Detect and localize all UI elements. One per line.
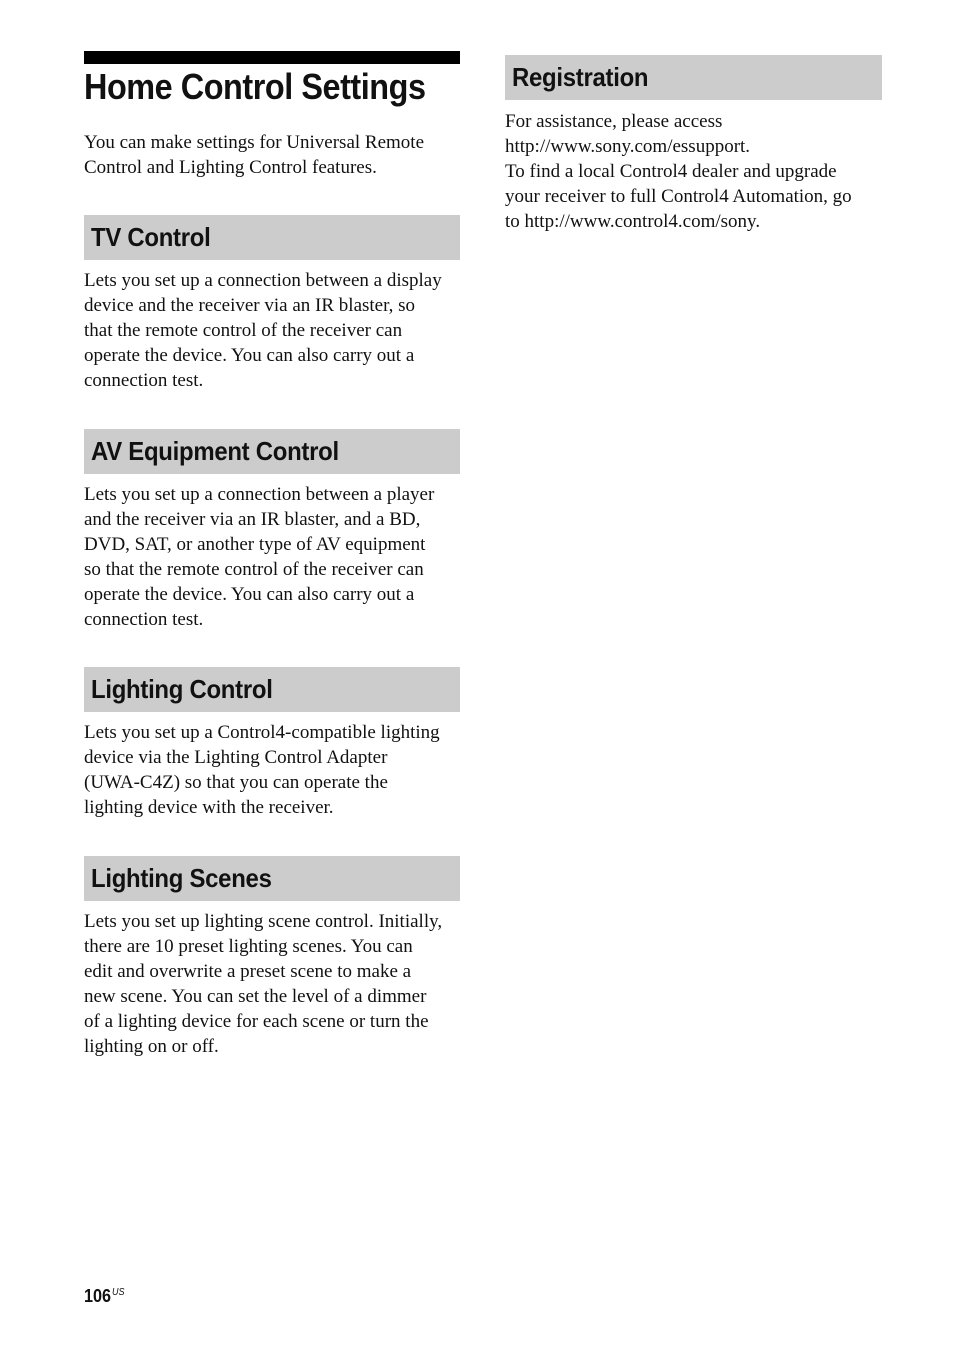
- section-heading-av-equipment-control: [84, 429, 460, 474]
- title-rule: [84, 51, 460, 64]
- section-body-lighting-scenes: [84, 909, 460, 1059]
- section-heading-tv-control: [84, 215, 460, 260]
- intro-paragraph: [84, 130, 460, 180]
- page-number: [84, 1282, 124, 1307]
- section-heading-registration-label: Registration: [512, 62, 649, 92]
- intro-text: You can make settings for Universal Remote Control and Lighting Control features.: [84, 132, 425, 178]
- page-number-suffix: US: [111, 1287, 125, 1298]
- page-title: Home Control Settings: [84, 66, 426, 107]
- section-body-lighting-control: [84, 720, 460, 820]
- av-equipment-control-text: Lets you set up a connection between a player and the receiver via an IR blaster, and a BD, DVD, SAT, or another type of AV equipment so that the remote control of the receiver can operate the device. You can also carry out a connection test.: [84, 484, 435, 630]
- section-heading-lighting-scenes-label: Lighting Scenes: [91, 863, 272, 893]
- section-heading-lighting-control-label: Lighting Control: [91, 674, 273, 704]
- section-body-av-equipment-control: [84, 482, 460, 632]
- section-heading-av-equipment-control-label: AV Equipment Control: [91, 436, 339, 466]
- section-heading-lighting-control: [84, 667, 460, 712]
- section-heading-tv-control-label: TV Control: [91, 222, 211, 252]
- lighting-control-text: Lets you set up a Control4-compatible lighting device via the Lighting Control Adapter (UWA-C4Z) so that you can operate the lighting device with the receiver.: [84, 722, 440, 818]
- section-heading-lighting-scenes: [84, 856, 460, 901]
- tv-control-text: Lets you set up a connection between a display device and the receiver via an IR blaster, so that the remote control of the receiver can operate the device. You can also carry out a connection test.: [84, 270, 442, 391]
- section-body-tv-control: [84, 268, 460, 393]
- section-body-registration: [505, 109, 882, 234]
- section-heading-registration: [505, 55, 882, 100]
- registration-text: For assistance, please access http://www.sony.com/essupport. To find a local Control4 dealer and upgrade your receiver to full Control4 Automation, go to http://www.control4.com/sony.: [505, 111, 852, 232]
- page-number-value: 106: [84, 1286, 112, 1306]
- lighting-scenes-text: Lets you set up lighting scene control. Initially, there are 10 preset lighting scenes. You can edit and overwrite a preset scene to make a new scene. You can set the level of a dimmer of a lighting device for each scene or turn the lighting on or off.: [84, 911, 443, 1057]
